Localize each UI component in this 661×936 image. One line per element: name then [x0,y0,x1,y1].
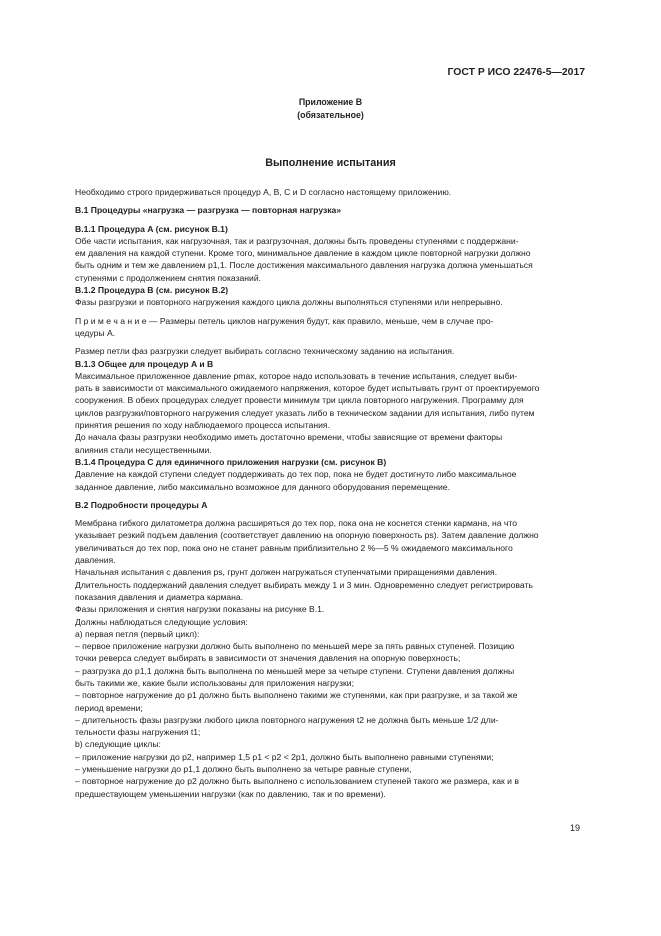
text-line: – длительность фазы разгрузки любого цикла повторного нагружения t2 не должна быть меньше 1/2 дли- [75,714,499,725]
text-line: Необходимо строго придерживаться процедур A, B, C и D согласно настоящему приложению. [75,187,452,197]
text-line: тельности фазы нагружения t1; [75,727,201,738]
text-line: Давление на каждой ступени следует поддерживать до тех пор, пока не будет достигнуто либо максимальное [75,469,517,480]
text-line: Длительность поддержаний давления следует выбирать между 1 и 3 мин. Одновременно следует регистрировать [75,579,533,590]
text-line: – разгрузка до p1,1 должна быть выполнена по меньшей мере за четыре ступени. Ступени давления должны [75,665,515,676]
text-line: – первое приложение нагрузки должно быть выполнено по меньшей мере за пять равных ступеней. Позицию [75,641,515,652]
text-line: До начала фазы разгрузки необходимо иметь достаточно времени, чтобы зависящие от времени факторы [75,432,503,443]
text-line: Размер петли фаз разгрузки следует выбирать согласно техническому заданию на испытания. [75,346,455,357]
text-line: влияния стали несущественными. [75,444,212,455]
text-line: показания давления и диаметра кармана. [75,591,244,602]
text-line: Максимальное приложенное давление pmax, которое надо использовать в течение испытания, следует выби- [75,370,518,381]
text-line: П р и м е ч а н и е — Размеры петель циклов нагружения будут, как правило, меньше, чем в случае про- [75,315,494,326]
section-heading: B.1 Процедуры «нагрузка — разгрузка — повторная нагрузка» [75,205,342,216]
text-line: Должны наблюдаться следующие условия: [75,616,248,627]
text-line: – уменьшение нагрузки до p1,1 должно быть выполнено за четыре равные ступени, [75,764,412,775]
text-line: увеличиваться до тех пор, пока оно не станет равным приблизительно 2 %—5 % ожидаемого максимального [75,542,513,553]
text-line: Мембрана гибкого дилатометра должна расширяться до тех пор, пока она не коснется стенки кармана, на что [75,518,517,529]
appendix-title: Приложение В [298,97,363,107]
section-heading: B.2 Подробности процедуры A [75,499,208,510]
text-line: заданное давление, либо максимально возможное для данного оборудования перемещение. [75,481,450,492]
text-line: ступенями с продолжением снятия показаний. [75,272,262,283]
section-title: Выполнение испытания [265,157,396,169]
text-line: период времени; [75,702,143,713]
text-line: Фазы приложения и снятия нагрузки показаны на рисунке B.1. [75,604,325,615]
text-line: принятия решения по ходу наблюдаемого процесса испытания. [75,420,330,431]
document-header: ГОСТ Р ИСО 22476-5—2017 [447,67,585,78]
section-heading: B.1.3 Общее для процедур A и B [75,358,214,369]
text-line: указывает резкий подъем давления (соответствует давлению на опорную поверхность ps). Затем давление должно [75,530,539,541]
text-line: давления. [75,555,116,566]
text-line: рать в зависимости от максимального ожидаемого напряжения, которое будет испытывать грунт от проектируемого [75,383,540,394]
text-line: точки реверса следует выбирать в зависимости от значения давления на опорную поверхность; [75,653,461,664]
page-number: 19 [569,823,580,833]
text-line: Начальная испытания с давления ps, грунт должен нагружаться ступенчатыми приращениями давления. [75,567,498,578]
text-line: – повторное нагружение до p1 должно быть выполнено такими же ступенями, как при разгрузке, и за такой же [75,690,518,701]
text-line: Фазы разгрузки и повторного нагружения каждого цикла должны выполняться ступенями или непрерывно. [75,297,503,308]
section-heading: B.1.1 Процедура A (см. рисунок B.1) [75,223,228,234]
section-heading: B.1.4 Процедура C для единичного приложения нагрузки (см. рисунок B) [75,456,387,467]
text-line: a) первая петля (первый цикл): [75,628,200,639]
section-heading: B.1.2 Процедура B (см. рисунок B.2) [75,285,229,296]
text-line: быть одним и тем же давлением p1,1. После достижения максимального давления нагрузка должна уменьшаться [75,260,533,271]
text-line: Обе части испытания, как нагрузочная, так и разгрузочная, должны быть проведены ступенями с поддержани- [75,235,519,246]
text-line: циклов разгрузки/повторного нагружения следует указать либо в техническом задании для испытания, либо путем [75,407,535,418]
text-line: цедуры A. [75,327,116,338]
text-line: быть такими же, какие были использованы для приложения нагрузки; [75,677,354,688]
document-body [75,186,584,800]
text-line: ем давления на каждой ступени. Кроме того, минимальное давление в каждом цикле повторной нагрузки должно [75,248,531,259]
text-line: b) следующие циклы: [75,739,161,750]
text-line: – повторное нагружение до p2 должно быть выполнено с использованием ступеней такого же размера, как и в [75,776,519,787]
appendix-subtitle: (обязательное) [297,110,364,120]
text-line: – приложение нагрузки до p2, например 1,5 p1 < p2 < 2p1, должно быть выполнено равными ступенями; [75,751,494,762]
text-line: предшествующем уменьшении нагрузки (как по давлению, так и по времени). [75,788,386,799]
text-line: сооружения. В обеих процедурах следует провести минимум три цикла повторного нагружения. Программу для [75,395,524,406]
